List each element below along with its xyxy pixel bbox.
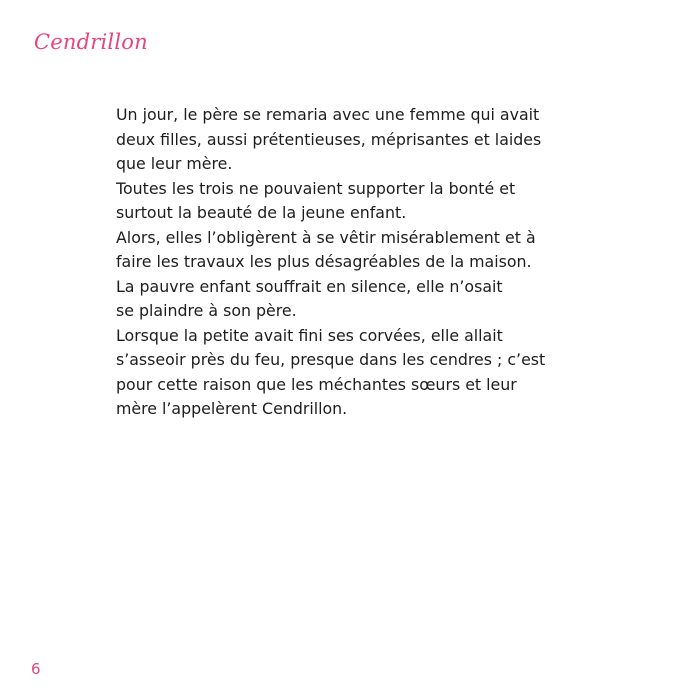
text-line: Un jour, le père se remaria avec une femme qui avait: [116, 105, 540, 124]
text-line: s’asseoir près du feu, presque dans les cendres ; c’est: [116, 350, 546, 369]
text-line: deux filles, aussi prétentieuses, méprisantes et laides: [116, 129, 542, 149]
text-line: que leur mère.: [116, 154, 233, 173]
story-text: [116, 103, 616, 422]
text-line: surtout la beauté de la jeune enfant.: [116, 203, 407, 222]
text-line: mère l’appelèrent Cendrillon.: [116, 399, 348, 418]
text-line: Alors, elles l’obligèrent à se vêtir misérablement et à: [116, 227, 536, 247]
text-line: se plaindre à son père.: [116, 301, 297, 320]
page-number: 6: [31, 660, 41, 678]
text-line: pour cette raison que les méchantes sœurs et leur: [116, 374, 517, 394]
running-title: Cendrillon: [34, 30, 148, 54]
text-line: faire les travaux les plus désagréables de la maison.: [116, 252, 532, 271]
text-line: Lorsque la petite avait fini ses corvées, elle allait: [116, 325, 503, 345]
text-line: La pauvre enfant souffrait en silence, elle n’osait: [116, 276, 503, 296]
text-line: Toutes les trois ne pouvaient supporter la bonté et: [116, 178, 516, 198]
